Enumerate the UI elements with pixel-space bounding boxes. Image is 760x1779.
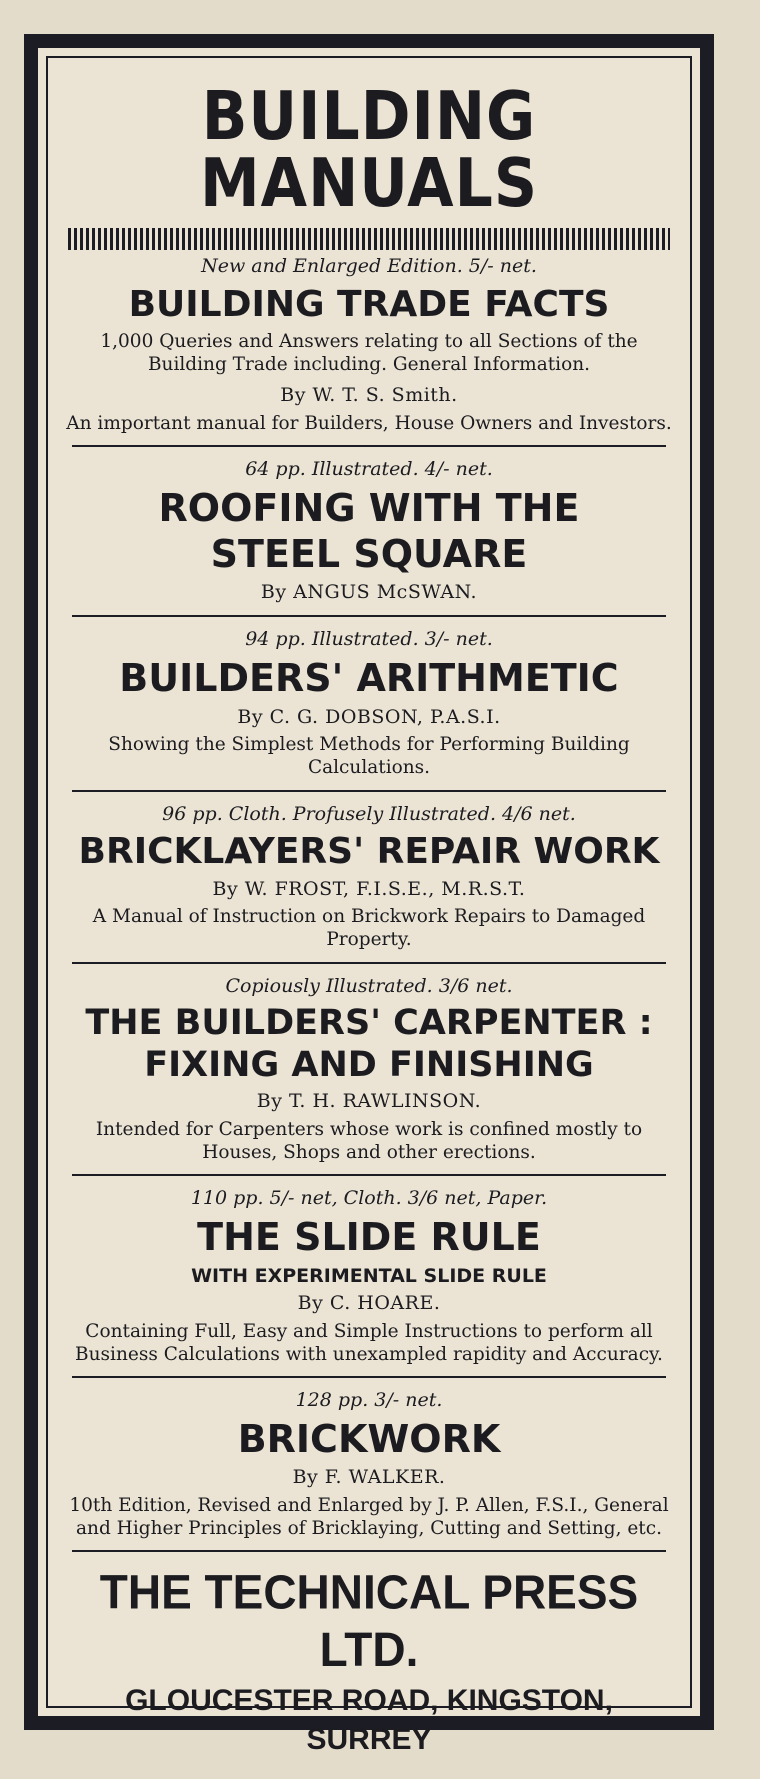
book-author: By C. HOARE.	[297, 1291, 441, 1314]
advertisement-frame	[24, 34, 714, 1756]
book-description: 10th Edition, Revised and Enlarged by J. P. Allen, F.S.I., General and Higher Principles of Bricklaying, Cutting and Setting, etc.	[69, 1495, 669, 1540]
section-divider	[72, 1550, 666, 1552]
publisher-name: THE TECHNICAL PRESS LTD.	[99, 1564, 639, 1678]
publisher-footer	[62, 1566, 676, 1758]
section-divider	[72, 615, 666, 617]
book-meta: Copiously Illustrated. 3/6 net.	[225, 974, 513, 997]
book-entry-brickwork	[62, 1390, 676, 1540]
book-title: BUILDING TRADE FACTS	[128, 283, 610, 325]
book-description-secondary: An important manual for Builders, House Owners and Investors.	[66, 413, 672, 435]
book-title: BRICKWORK	[237, 1416, 501, 1461]
book-meta: 64 pp. Illustrated. 4/- net.	[245, 458, 493, 481]
section-divider	[72, 1376, 666, 1378]
book-meta: 96 pp. Cloth. Profusely Illustrated. 4/6 net.	[162, 802, 576, 825]
book-entry-slide-rule	[62, 1188, 676, 1365]
book-author: By C. G. DOBSON, P.A.S.I.	[237, 705, 501, 728]
book-title: THE BUILDERS' CARPENTER : FIXING AND FINISHING	[85, 1003, 653, 1086]
book-author: By W. FROST, F.I.S.E., M.R.S.T.	[212, 877, 526, 900]
book-subtitle: WITH EXPERIMENTAL SLIDE RULE	[191, 1264, 547, 1287]
book-description: Showing the Simplest Methods for Performing Building Calculations.	[108, 734, 630, 779]
section-divider	[72, 1174, 666, 1176]
book-meta: 128 pp. 3/- net.	[295, 1388, 443, 1411]
book-author: By ANGUS McSWAN.	[260, 581, 478, 604]
masthead-title: BUILDING MANUALS	[199, 77, 539, 223]
section-divider	[72, 962, 666, 964]
book-entry-builders-carpenter	[62, 976, 676, 1165]
book-entry-roofing-steel-square	[62, 459, 676, 605]
book-author: By W. T. S. Smith.	[280, 384, 458, 407]
book-title: ROOFING WITH THE STEEL SQUARE	[158, 486, 580, 576]
book-title: BRICKLAYERS' REPAIR WORK	[78, 831, 660, 873]
book-author: By F. WALKER.	[292, 1466, 446, 1489]
book-entry-building-trade-facts	[62, 256, 676, 435]
book-title: THE SLIDE RULE	[197, 1215, 541, 1260]
book-entry-builders-arithmetic	[62, 629, 676, 779]
book-description: 1,000 Queries and Answers relating to all Sections of the Building Trade including. General Information.	[100, 331, 638, 376]
section-divider	[72, 445, 666, 447]
publisher-address: GLOUCESTER ROAD, KINGSTON, SURREY	[125, 1683, 613, 1756]
book-title: BUILDERS' ARITHMETIC	[119, 655, 619, 700]
decorative-bar-divider	[68, 228, 670, 250]
book-meta: 110 pp. 5/- net, Cloth. 3/6 net, Paper.	[190, 1187, 548, 1210]
book-description: Containing Full, Easy and Simple Instructions to perform all Business Calculations with unexampled rapidity and Accuracy.	[75, 1320, 663, 1365]
book-description: Intended for Carpenters whose work is confined mostly to Houses, Shops and other erections.	[95, 1119, 643, 1164]
advertisement-content	[46, 56, 692, 1756]
book-entry-bricklayers-repair-work	[62, 804, 676, 952]
book-author: By T. H. RAWLINSON.	[256, 1090, 482, 1113]
section-divider	[72, 790, 666, 792]
book-meta: 94 pp. Illustrated. 3/- net.	[245, 628, 493, 651]
book-description: A Manual of Instruction on Brickwork Repairs to Damaged Property.	[92, 906, 646, 951]
book-meta: New and Enlarged Edition. 5/- net.	[201, 255, 537, 277]
